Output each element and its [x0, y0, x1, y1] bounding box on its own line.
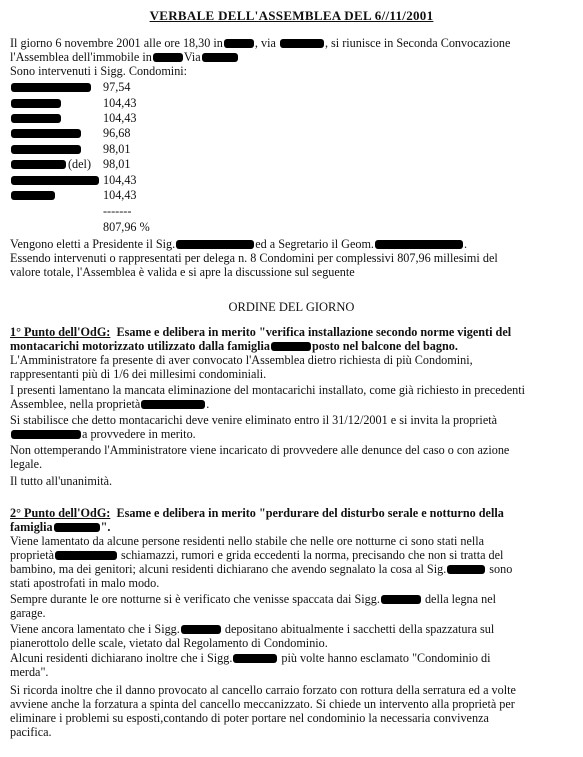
share-value: 96,68: [103, 126, 131, 140]
share-note: (del): [68, 157, 92, 171]
point2-line: merda".: [10, 665, 49, 679]
redaction: [181, 625, 221, 634]
redaction: [11, 145, 81, 154]
point1-line: [10, 428, 196, 441]
election-text: ed a Segretario il Geom.: [255, 237, 374, 251]
share-value: 97,54: [103, 80, 131, 94]
share-value: 98,01: [103, 142, 131, 156]
point2-heading: ".: [100, 520, 111, 534]
redaction: [11, 129, 81, 138]
election-line-3: valore totale, l'Assemblea è valida e si apre la discussione sul seguente: [10, 265, 355, 279]
share-value: 104,43: [103, 111, 137, 125]
point2-line: [10, 652, 491, 665]
document-title: VERBALE DELL'ASSEMBLEA DEL 6//11/2001: [149, 8, 434, 23]
point2-heading-line-1: [10, 507, 504, 520]
point2-heading: famiglia: [10, 520, 53, 534]
point2-line: stati apostrofati in malo modo.: [10, 576, 160, 590]
point1-text: a provvedere in merito.: [82, 427, 196, 441]
point1-heading-line-1: [10, 326, 511, 339]
point1-heading: montacarichi motorizzato utilizzato dalla famiglia: [10, 339, 270, 353]
election-line-2: Essendo intervenuti o rappresentati per delega n. 8 Condomini per complessivi 807,96 millesimi del: [10, 251, 498, 265]
intro-line-2: [10, 51, 239, 64]
intro-line-3: Sono intervenuti i Sigg. Condomini:: [10, 64, 188, 78]
agenda-heading: ORDINE DEL GIORNO: [228, 300, 355, 314]
point1-heading-line-2: [10, 340, 458, 353]
point2-text: schiamazzi, rumori e grida eccedenti la norma, precisando che non si tratta del: [121, 548, 504, 562]
point2-line: [10, 623, 494, 636]
share-value: 104,43: [103, 96, 137, 110]
point2-text: Alcuni residenti dichiarano inoltre che i Sigg.: [10, 651, 233, 665]
share-rule: -------: [103, 204, 132, 218]
point2-line: Viene lamentato da alcune persone residenti nello stabile che nelle ore notturne ci sono stati nella: [10, 534, 485, 548]
point2-text: bambino, ma dei genitori; alcuni residenti dichiarano che avendo segnalato la cosa al Sig.: [10, 562, 447, 576]
share-value: 104,43: [103, 188, 137, 202]
redaction: [11, 176, 99, 185]
point1-line: Non ottemperando l'Amministratore viene incaricato di provvedere alle denunce del caso o con azione: [10, 443, 510, 457]
point1-label: 1° Punto dell'OdG:: [10, 325, 111, 339]
share-value: 104,43: [103, 173, 137, 187]
intro-text: Il giorno 6 novembre 2001 alle ore 18,30 in: [10, 36, 223, 50]
redaction: [375, 240, 463, 249]
point1-heading: posto nel balcone del bagno.: [311, 339, 458, 353]
redaction: [11, 160, 66, 169]
redaction: [224, 39, 254, 48]
point2-line: [10, 563, 512, 576]
point2-line: [10, 593, 496, 606]
point2-line: pacifica.: [10, 725, 52, 739]
redaction: [11, 83, 91, 92]
share-total: 807,96 %: [103, 220, 150, 234]
redaction: [55, 551, 117, 560]
redaction: [11, 430, 81, 439]
point2-heading-line-2: [10, 521, 110, 534]
redaction: [11, 191, 55, 200]
point2-text: Sempre durante le ore notturne si è verificato che venisse spaccata dai Sigg.: [10, 592, 380, 606]
election-text: Vengono eletti a Presidente il Sig.: [10, 237, 176, 251]
point2-text: proprietà: [10, 548, 54, 562]
redaction: [11, 114, 61, 123]
intro-text: Via: [183, 50, 201, 64]
point1-line: Assemblee, nella proprietà .: [10, 397, 210, 411]
redaction: [381, 595, 421, 604]
point2-line: avviene anche la forzatura a spinta del cancello meccanizzato. Si chiede un intervento alla proprietà per: [10, 697, 515, 711]
point2-text: depositano abitualmente i sacchetti della spazzatura sul: [224, 622, 495, 636]
election-line-1: Vengono eletti a Presidente il Sig. ed a Segretario il Geom. .: [10, 237, 468, 251]
point2-line: Si ricorda inoltre che il danno provocato al cancello carraio forzato con rottura della serratura ed a volte: [10, 683, 516, 697]
point1-line: Si stabilisce che detto montacarichi deve venire eliminato entro il 31/12/2001 e si invita la proprietà: [10, 413, 498, 427]
redaction: [447, 565, 485, 574]
point1-line: Il tutto all'unanimità.: [10, 474, 113, 488]
point2-line: [10, 549, 503, 562]
point2-text: Viene ancora lamentato che i Sigg.: [10, 622, 180, 636]
redaction: [153, 53, 183, 62]
share-value: 98,01: [103, 157, 131, 171]
point1-line: I presenti lamentano la mancata eliminazione del montacarichi installato, come già richiesto in precedenti: [10, 383, 526, 397]
redaction: [271, 342, 311, 351]
redaction: [202, 53, 238, 62]
point1-heading: Esame e delibera in merito "verifica installazione secondo norme vigenti del: [116, 325, 512, 339]
redaction: [176, 240, 254, 249]
point1-line: legale.: [10, 457, 43, 471]
point1-line: L'Amministratore fa presente di aver convocato l'Assemblea dietro richiesta di più Condomini,: [10, 353, 473, 367]
intro-line-1: [10, 37, 510, 50]
redaction: [54, 523, 100, 532]
point2-line: garage.: [10, 606, 46, 620]
redaction: [141, 400, 205, 409]
redaction: [280, 39, 324, 48]
point2-text: sono: [489, 562, 513, 576]
point2-line: pianerottolo delle scale, vietato dal Regolamento di Condominio.: [10, 636, 328, 650]
redaction: [11, 99, 61, 108]
point1-text: Assemblee, nella proprietà: [10, 397, 141, 411]
intro-text: , si riunisce in Seconda Convocazione: [324, 36, 511, 50]
point2-text: della legna nel: [424, 592, 496, 606]
point2-label: 2° Punto dell'OdG:: [10, 506, 111, 520]
intro-text: , via: [254, 36, 276, 50]
intro-text: l'Assemblea dell'immobile in: [10, 50, 152, 64]
redaction: [233, 654, 277, 663]
point2-text: più volte hanno esclamato "Condominio di: [281, 651, 491, 665]
point2-line: eliminare i problemi su esposti,contando di poter portare nel condominio la necessaria convivenza: [10, 711, 489, 725]
point2-heading: Esame e delibera in merito "perdurare del disturbo serale e notturno della: [116, 506, 504, 520]
point1-line: rappresentanti più di 1/6 dei millesimi condominiali.: [10, 367, 267, 381]
